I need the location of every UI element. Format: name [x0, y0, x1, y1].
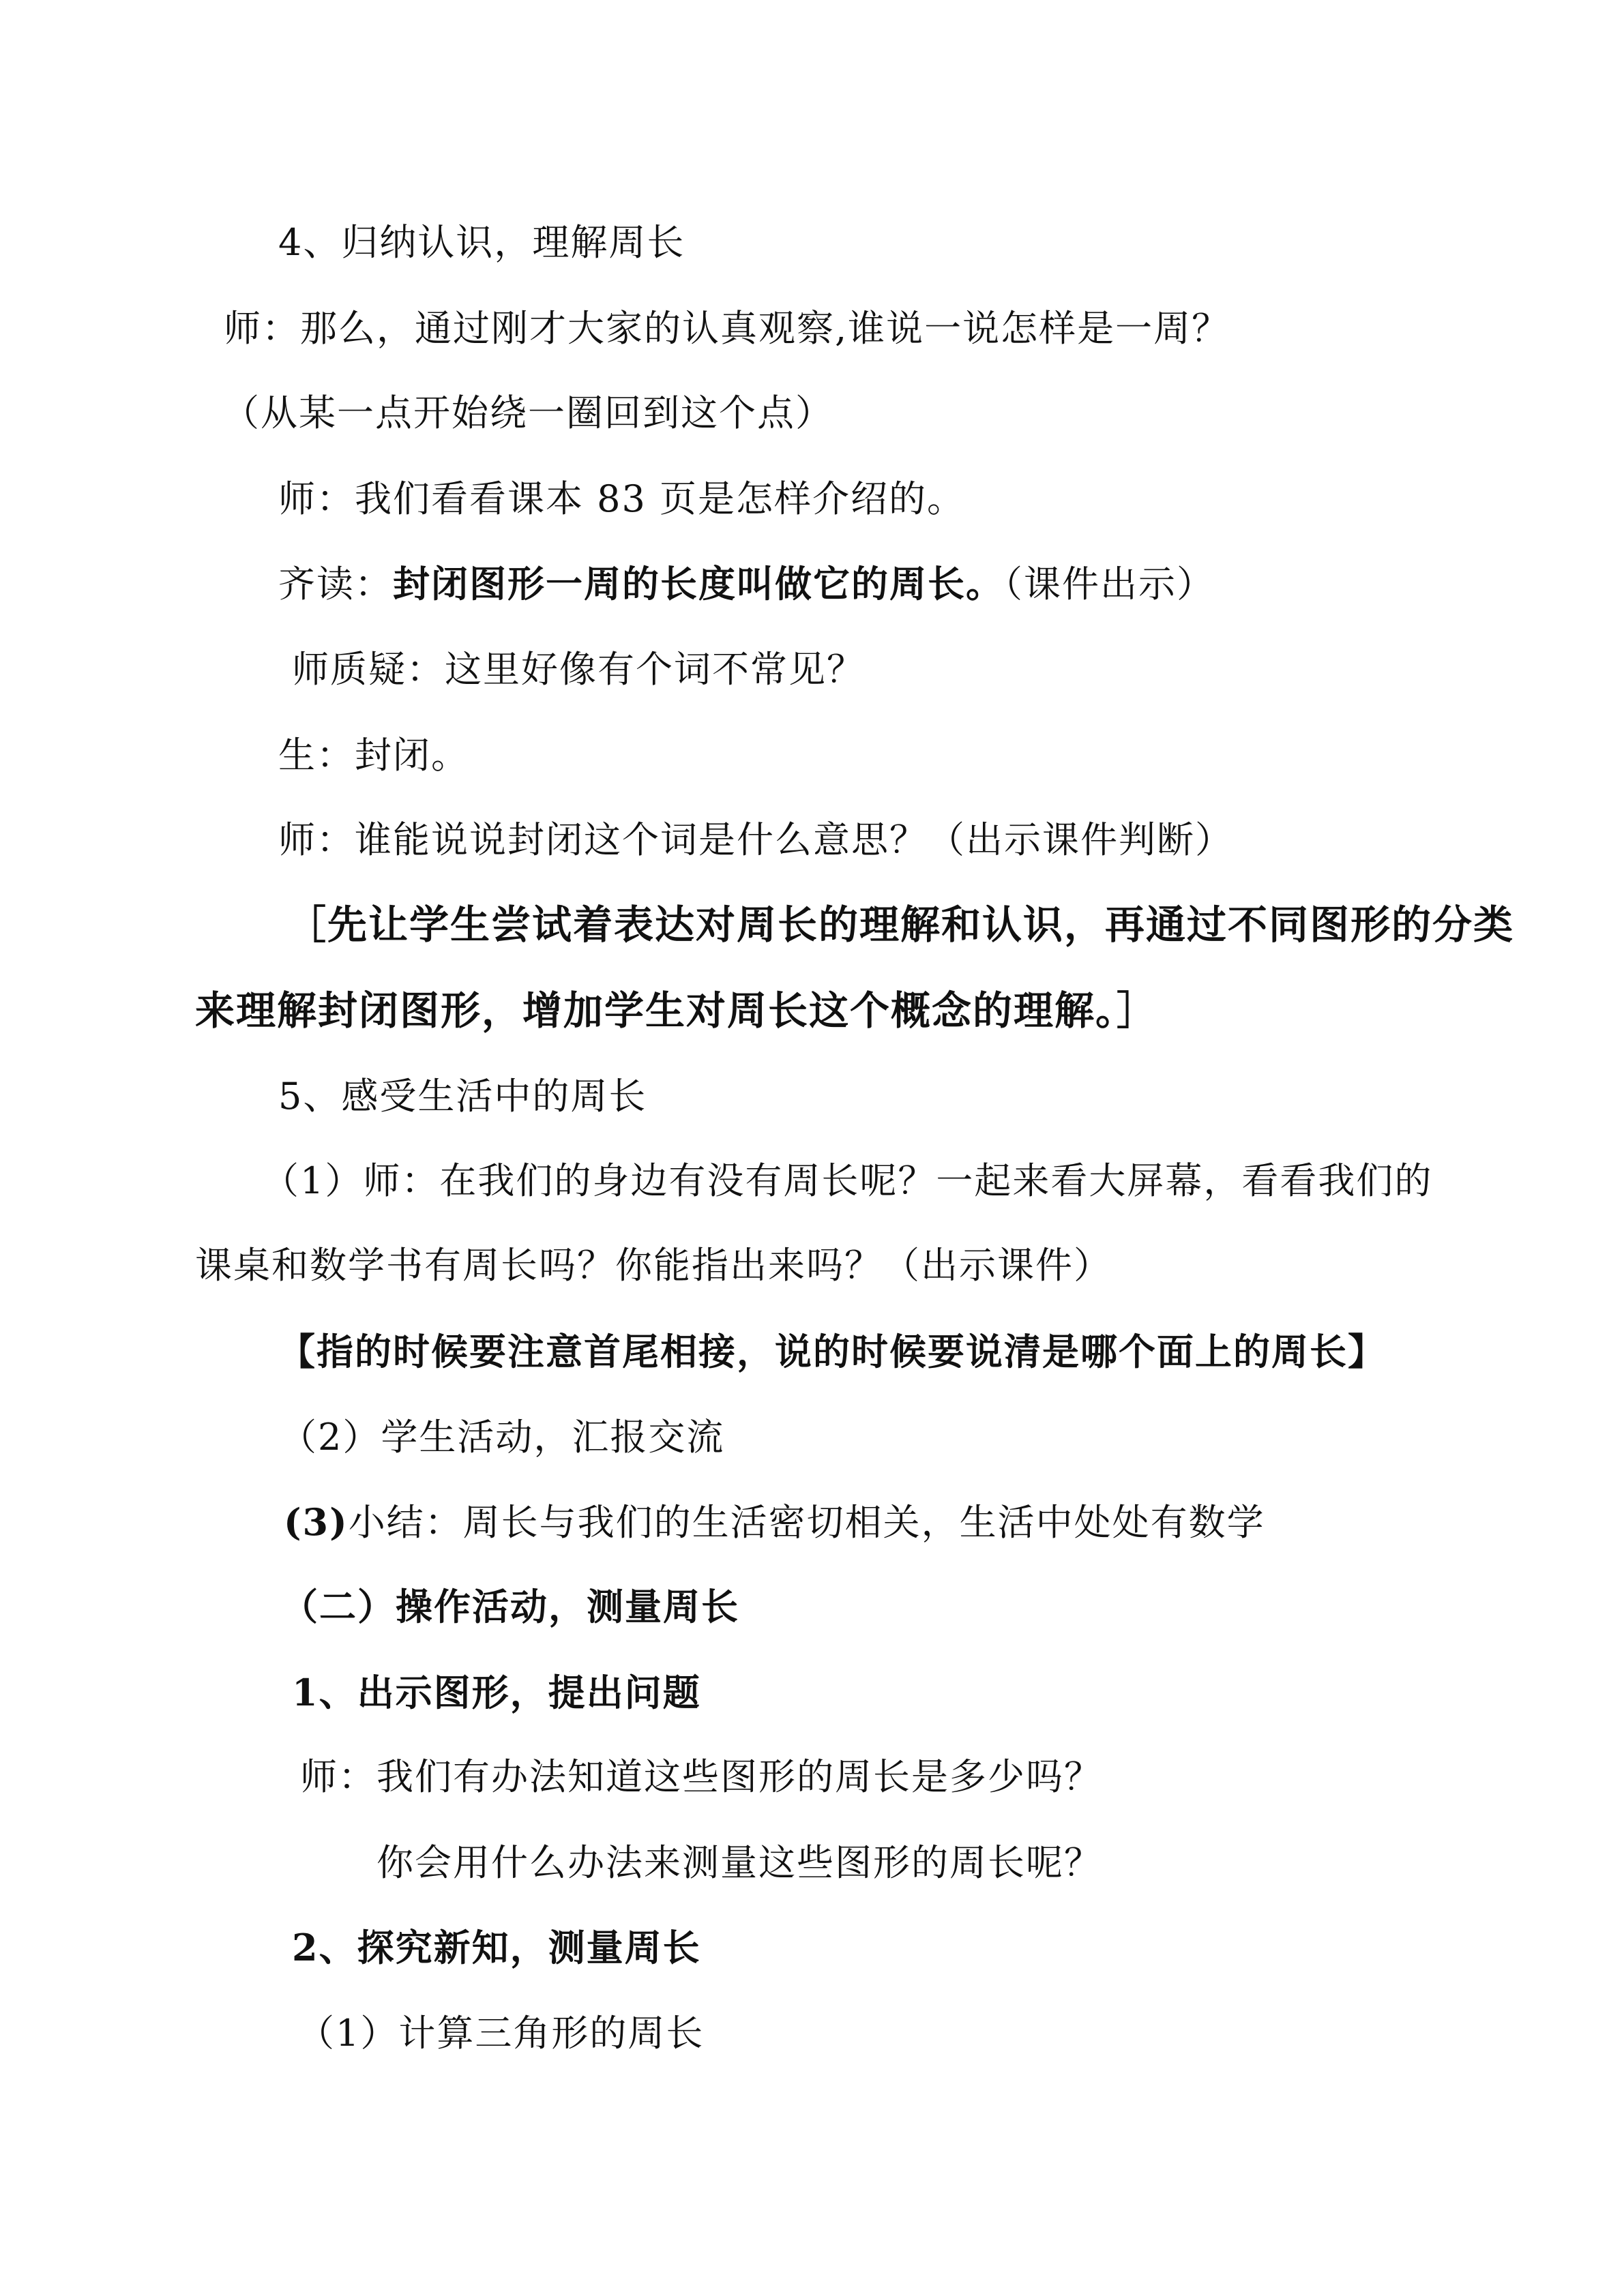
paragraph-text: 师：那么，通过刚才大家的认真观察,谁说一说怎样是一周？ — [224, 307, 1230, 350]
paragraph-text: 你会用什么办法来测量这些图形的周长呢？ — [377, 1841, 1102, 1884]
teacher-meaning-line — [278, 816, 1233, 865]
section-heading-5 — [278, 1072, 647, 1121]
paragraph-text: 【指的时候要注意首尾相接，说的时候要说清是哪个面上的周长】 — [278, 1330, 1386, 1373]
pointing-note — [278, 1327, 1386, 1376]
read-aloud-suffix: （课件出示） — [1004, 563, 1215, 606]
activity-2-line — [280, 1413, 724, 1462]
teacher-textbook-line — [278, 475, 965, 524]
paragraph-text: （从某一点开始绕一圈回到这个点） — [222, 391, 833, 434]
teacher-question — [224, 304, 1230, 353]
heading-text: 4、归纳认识，理解周长 — [278, 221, 685, 264]
activity-1-line-1 — [262, 1157, 1432, 1206]
student-answer-line — [278, 731, 469, 780]
subsection-heading-2 — [292, 1923, 701, 1972]
summary-text: 小结：周长与我们的生活密切相关，生活中处处有数学 — [348, 1501, 1265, 1544]
design-note-line-2 — [195, 986, 1157, 1035]
definition-text: 封闭图形一周的长度叫做它的周长。 — [393, 562, 1004, 606]
measure-question — [377, 1838, 1102, 1888]
heading-text: 2、探究新知，测量周长 — [292, 1926, 701, 1969]
paragraph-text: 师：谁能说说封闭这个词是什么意思？（出示课件判断） — [278, 818, 1233, 861]
answer-parenthetical — [222, 389, 833, 438]
heading-text: 1、出示图形，提出问题 — [292, 1671, 701, 1714]
paragraph-text: 生：封闭。 — [278, 734, 469, 777]
summary-number: (3) — [284, 1500, 349, 1544]
paragraph-text: ［先让学生尝试着表达对周长的理解和认识，再通过不同图形的分类 — [286, 901, 1515, 948]
summary-line — [284, 1497, 1265, 1547]
paragraph-text: （1）师：在我们的身边有没有周长呢？一起来看大屏幕，看看我们的 — [262, 1159, 1433, 1202]
paragraph-text: 来理解封闭图形，增加学生对周长这个概念的理解。］ — [195, 987, 1158, 1034]
section-heading-2 — [281, 1582, 739, 1631]
subsection-heading-1 — [292, 1668, 701, 1717]
paragraph-text: （2）学生活动，汇报交流 — [280, 1416, 725, 1459]
activity-1-line-2 — [195, 1241, 1112, 1290]
triangle-perimeter-line — [297, 2009, 704, 2058]
paragraph-text: （1）计算三角形的周长 — [297, 2012, 705, 2055]
paragraph-text: 师：我们看看课本 83 页是怎样介绍的。 — [278, 477, 966, 520]
heading-text: （二）操作活动，测量周长 — [281, 1585, 739, 1628]
paragraph-text: 师质疑：这里好像有个词不常见？ — [292, 648, 865, 691]
heading-text: 5、感受生活中的周长 — [278, 1075, 647, 1118]
section-heading-4 — [278, 218, 685, 267]
read-aloud-line — [278, 559, 1215, 609]
read-aloud-prefix: 齐读： — [278, 563, 393, 606]
design-note-line-1 — [286, 900, 1514, 949]
teacher-doubt-line — [292, 645, 865, 694]
paragraph-text: 师：我们有办法知道这些图形的周长是多少吗？ — [300, 1755, 1102, 1798]
paragraph-text: 课桌和数学书有周长吗？你能指出来吗？（出示课件） — [195, 1244, 1112, 1287]
teacher-method-question — [300, 1753, 1102, 1802]
